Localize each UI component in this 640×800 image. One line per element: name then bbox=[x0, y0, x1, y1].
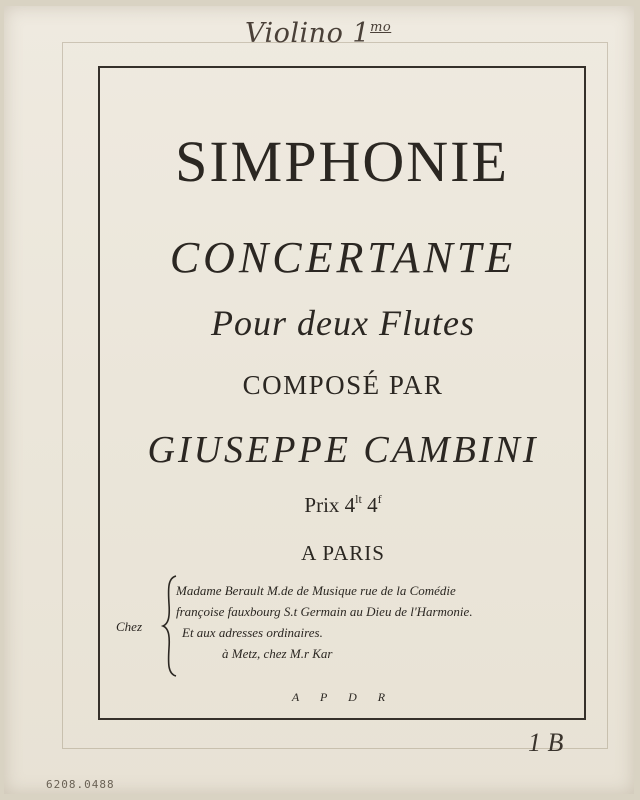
price-line bbox=[110, 492, 576, 518]
page-subtitle: CONCERTANTE bbox=[169, 233, 517, 282]
catalog-stamp: 6208.0488 bbox=[46, 778, 115, 791]
composed-by-label: COMPOSÉ PAR bbox=[242, 370, 444, 400]
address-block bbox=[176, 580, 576, 664]
handwritten-part-superscript: mo bbox=[370, 20, 392, 35]
library-mark: 1 B bbox=[528, 728, 564, 757]
address-line: Et aux adresses ordinaires. bbox=[182, 625, 323, 640]
address-line: à Metz, chez M.r Kar bbox=[222, 646, 333, 661]
chez-label: Chez bbox=[116, 619, 142, 634]
price-middle: 4 bbox=[361, 493, 378, 517]
price-unit-livres: lt bbox=[355, 492, 362, 506]
page-title: SIMPHONIE bbox=[175, 129, 509, 194]
privilege-line: A P D R bbox=[291, 690, 395, 704]
handwritten-part-text: Violino 1 bbox=[245, 18, 371, 49]
composer-name: GIUSEPPE CAMBINI bbox=[147, 429, 539, 471]
instrumentation-line: Pour deux Flutes bbox=[211, 303, 475, 343]
city-line: A PARIS bbox=[301, 541, 385, 565]
address-line: Madame Berault M.de de Musique rue de la Comédie bbox=[176, 583, 456, 598]
handwritten-part-name bbox=[245, 18, 391, 49]
address-line: françoise fauxbourg S.t Germain au Dieu de l'Harmonie. bbox=[176, 604, 473, 619]
price-unit-sols: f bbox=[377, 492, 382, 506]
price-prefix: Prix 4 bbox=[304, 493, 356, 517]
